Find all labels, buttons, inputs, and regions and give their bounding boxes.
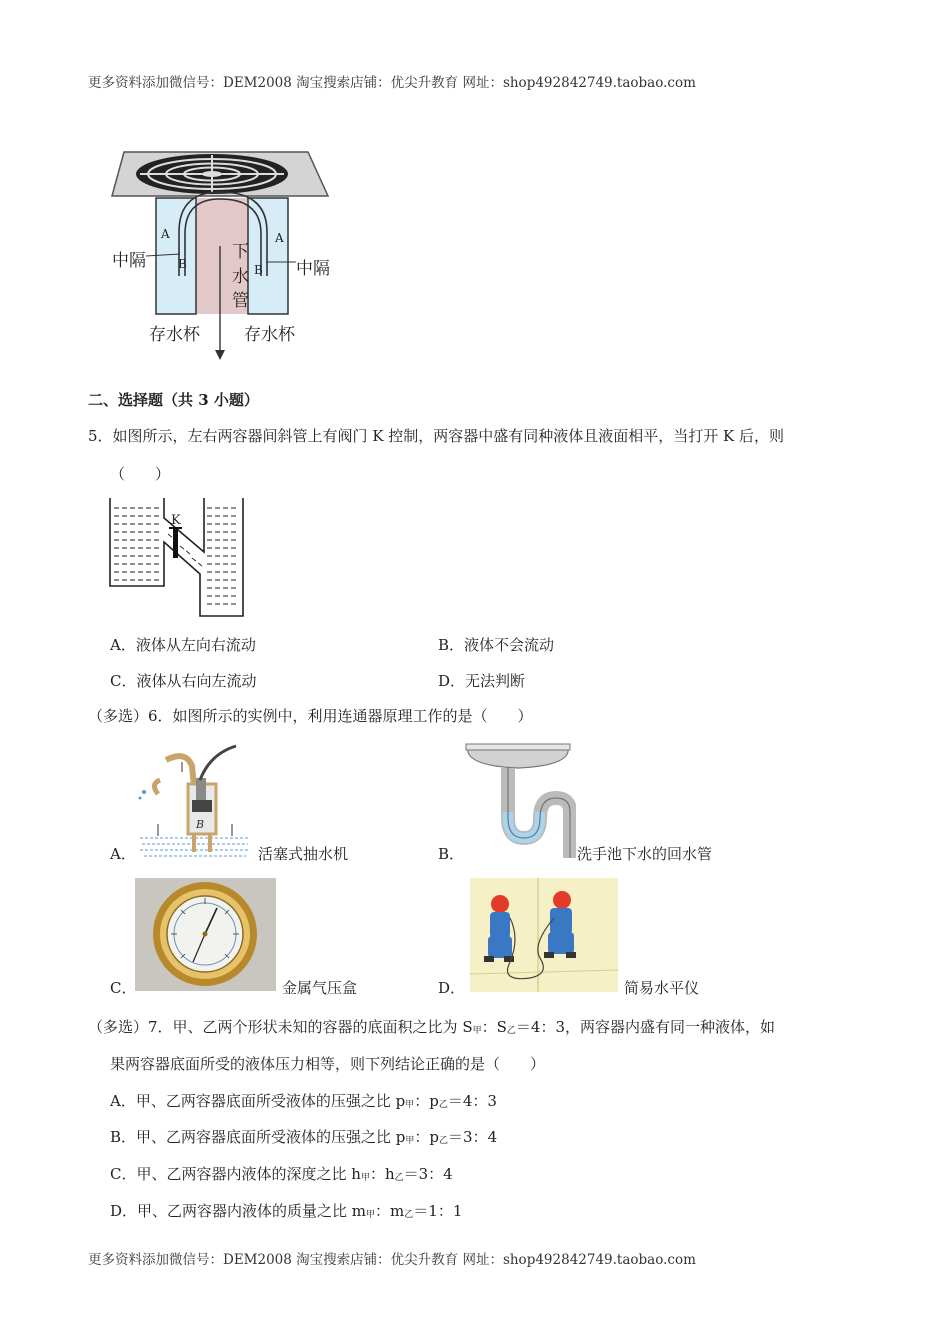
- q6-option-b-text[interactable]: 洗手池下水的回水管: [577, 845, 713, 863]
- right-cup-label: 存水杯: [244, 325, 295, 345]
- right-label-a: A: [275, 231, 284, 245]
- q6-option-c-letter[interactable]: C．: [110, 979, 137, 997]
- section-title: 二、选择题（共 3 小题）: [88, 391, 259, 409]
- q7-option-c[interactable]: C．甲、乙两容器内液体的深度之比 $h_甲$：$h_乙=3$：4: [110, 1165, 453, 1183]
- left-label-a: A: [161, 227, 170, 241]
- q6-option-a-text[interactable]: 活塞式抽水机: [258, 845, 349, 863]
- pipe-label-2: 水: [232, 267, 249, 287]
- q5-option-d[interactable]: D．无法判断: [438, 672, 526, 690]
- q5-option-b[interactable]: B．液体不会流动: [438, 636, 555, 654]
- barometer-photo: [135, 878, 276, 991]
- sink-trap-figure: [464, 742, 576, 860]
- q5-option-c[interactable]: C．液体从右向左流动: [110, 672, 257, 690]
- right-label-b: B: [254, 263, 263, 277]
- q5-option-a[interactable]: A．液体从左向右流动: [110, 636, 256, 654]
- water-level-figure: [470, 878, 618, 992]
- q6-option-a-letter[interactable]: A．: [110, 845, 136, 863]
- piston-pump-b-label: B: [196, 818, 205, 831]
- q6-option-d-letter[interactable]: D．: [438, 979, 466, 997]
- q6-option-c-text[interactable]: 金属气压盒: [282, 979, 358, 997]
- q7-stem: （多选）7．甲、乙两个形状未知的容器的底面积之比为 $S_甲$：$S_乙=4$：3，两容器内盛有同一种液体，如: [88, 1018, 775, 1036]
- right-partition-label: 中隔: [296, 259, 330, 279]
- left-partition-label: 中隔: [112, 251, 146, 271]
- page-footer: 更多资料添加微信号：DEM2008 淘宝搜索店铺：优尖升教育 网址：shop492842749.taobao.com: [88, 1252, 696, 1268]
- q7-stem-cont: 果两容器底面所受的液体压力相等，则下列结论正确的是（ ）: [110, 1055, 546, 1073]
- q7-option-d[interactable]: D．甲、乙两容器内液体的质量之比 $m_甲$：$m_乙=1$：1: [110, 1202, 463, 1220]
- pipe-label-3: 管: [232, 291, 249, 311]
- piston-pump-figure: [136, 740, 254, 860]
- page-header: 更多资料添加微信号：DEM2008 淘宝搜索店铺：优尖升教育 网址：shop492842749.taobao.com: [88, 75, 696, 91]
- q7-option-b[interactable]: B．甲、乙两容器底面所受液体的压强之比 $p_甲$：$p_乙=3$：4: [110, 1128, 498, 1146]
- q7-option-a[interactable]: A．甲、乙两容器底面所受液体的压强之比 $p_甲$：$p_乙=4$：3: [110, 1092, 497, 1110]
- q6-option-d-text[interactable]: 简易水平仪: [624, 979, 700, 997]
- q6-stem: （多选）6．如图所示的实例中，利用连通器原理工作的是（ ）: [88, 707, 533, 725]
- pipe-label-1: 下: [232, 242, 249, 262]
- q5-stem-cont: （ ）: [110, 465, 171, 483]
- valve-k-label: K: [171, 513, 181, 528]
- left-label-b: B: [178, 257, 187, 271]
- q6-option-b-letter[interactable]: B．: [438, 845, 465, 863]
- q5-stem: 5．如图所示，左右两容器间斜管上有阀门 K 控制，两容器中盛有同种液体且液面相平，当打开 K 后，则: [88, 427, 785, 445]
- left-cup-label: 存水杯: [149, 325, 200, 345]
